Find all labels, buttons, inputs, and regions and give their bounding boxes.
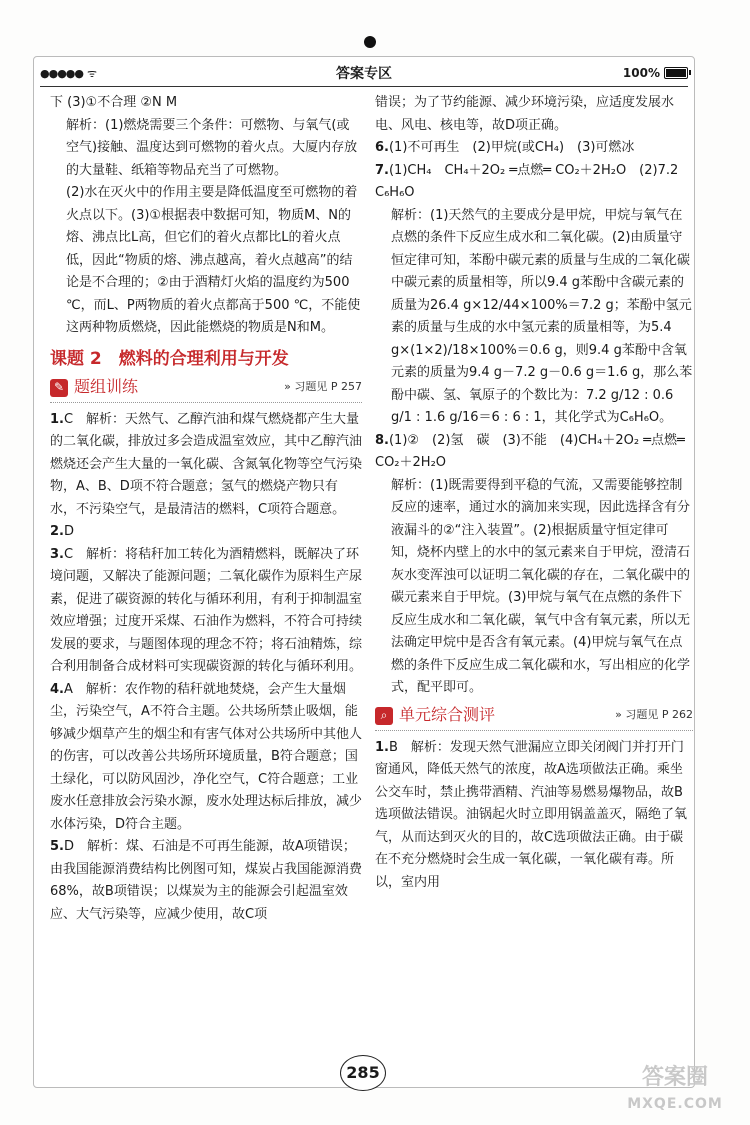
exercise-ref-link[interactable]: » 习题见 P 262: [615, 708, 693, 722]
list-item: 2.D: [50, 524, 74, 539]
subhead-title: 题组训练: [74, 377, 139, 397]
subhead-title: 单元综合测评: [399, 705, 496, 725]
text-paragraph: 解析：(1)既需要得到平稳的气流，又需要能够控制反应的速率，通过水的滴加来实现，因此选择含有分液漏斗的②“注入装置”。(2)根据质量守恒定律可知，烧杯内壁上的水中的氢元素来自于甲烷，澄清石灰水变浑浊可以证明二氧化碳的存在，二氧化碳中的碳元素来自于甲烷。(3)甲烷与氧气在点燃的条件下反应生成水和二氧化碳，氧气中含有氧元素，所以无法确定甲烷中是否含有氧元素。(4)甲烷与氧气在点燃的条件下反应生成二氧化碳和水，写出相应的化学式，配平即可。: [391, 477, 691, 695]
status-bar: [40, 62, 688, 84]
list-item: 6.(1)不可再生 (2)甲烷(或CH₄) (3)可燃冰: [375, 140, 635, 155]
pencil-icon: ✎: [50, 379, 68, 397]
list-item: 4.A 解析：农作物的秸秆就地焚烧，会产生大量烟尘，污染空气，A不符合主题。公共场所禁止吸烟，能够减少烟草产生的烟尘和有害气体对公共场所中其他人的伤害，可以改善公共场所环境质量，B符合题意；国土绿化，可以防风固沙，净化空气，C符合题意；工业废水任意排放会污染水源，废水处理达标后排放，减少水体污染，D符合主题。: [50, 681, 363, 832]
app-title: 答案专区: [336, 66, 392, 82]
camera-dot: [364, 36, 376, 48]
right-column: [375, 92, 693, 894]
magnifier-icon: ⌕: [375, 707, 393, 725]
subhead-exercises: [50, 374, 362, 403]
list-item: 1.B 解析：发现天然气泄漏应立即关闭阀门并打开门窗通风，降低天然气的浓度，故A选项做法正确。乘坐公交车时，禁止携带酒精、汽油等易燃易爆物品，故B选项做法错误。油锅起火时立即用锅盖盖灭，隔绝了氧气，从而达到灭火的目的，故C选项做法正确。由于碳在不充分燃烧时会生成一氧化碳，一氧化碳有毒。所以，室内用: [375, 739, 688, 890]
text-paragraph: (2)水在灭火中的作用主要是降低温度至可燃物的着火点以下。(3)①根据表中数据可知，物质M、N的熔、沸点比L高，但它们的着火点都比L的着火点低，因此“物质的熔、沸点越高，着火点越高”的结论是不合理的；②由于酒精灯火焰的温度约为500 ℃，而L、P两物质的着火点都高于500 ℃，不能使这两种物质燃烧，因此能燃烧的物质是N和M。: [66, 185, 361, 335]
list-item: 8.(1)② (2)氢 碳 (3)不能 (4)CH₄＋2O₂ ═点燃═ CO₂＋2H₂O: [375, 432, 685, 470]
text-paragraph: 解析：(1)天然气的主要成分是甲烷，甲烷与氧气在点燃的条件下反应生成水和二氧化碳。(2)由质量守恒定律可知，苯酚中碳元素的质量与生成的二氧化碳中碳元素的质量相等，所以9.4 g苯酚中含碳元素的质量为26.4 g×12/44×100%＝7.2 g；苯酚中氢元素的质量与生成的水中氢元素的质量相等，为5.4 g×(1×2)/18×100%＝0.6 g，则9.4 g苯酚中含氧元素的质量为9.4 g－7.2 g－0.6 g＝1.6 g，那么苯酚中碳、氢、氧原子的个数比为：7.2 g/12 : 0.6 g/1 : 1.6 g/16＝6 : 6 : 1，其化学式为C₆H₆O。: [391, 207, 693, 425]
section-title: 课题 2 燃料的合理利用与开发: [50, 348, 289, 369]
battery-icon: [664, 67, 688, 79]
text-paragraph: 错误；为了节约能源、减少环境污染，应适度发展水电、风电、核电等，故D项正确。: [375, 95, 675, 133]
text-paragraph: 解析：(1)燃烧需要三个条件：可燃物、与氧气(或空气)接触、温度达到可燃物的着火点。大厦内存放的大量鞋、纸箱等物品充当了可燃物。: [66, 117, 358, 178]
signal-icon: ●●●●●: [40, 66, 83, 80]
exercise-ref-link[interactable]: » 习题见 P 257: [284, 380, 362, 394]
text-line: 下 (3)①不合理 ②N M: [50, 95, 178, 110]
subhead-unit-test: [375, 702, 693, 731]
watermark-logo: 答案圈 MXQE.COM: [627, 1065, 723, 1112]
header-divider: [40, 86, 688, 87]
list-item: 1.C 解析：天然气、乙醇汽油和煤气燃烧都产生大量的二氧化碳，排放过多会造成温室效应，其中乙醇汽油燃烧还会产生大量的一氧化碳、含氮氧化物等空气污染物，A、B、D项不符合题意；氢气的燃烧产物只有水，不污染空气，是最清洁的燃料，C项符合题意。: [50, 411, 363, 517]
page-number: 285: [340, 1055, 386, 1091]
wifi-icon: ᯤ: [87, 66, 98, 80]
battery-percent: 100%: [622, 66, 660, 80]
list-item: 7.(1)CH₄ CH₄＋2O₂ ═点燃═ CO₂＋2H₂O (2)7.2 C₆H₆O: [375, 162, 679, 200]
list-item: 5.D 解析：煤、石油是不可再生能源，故A项错误；由我国能源消费结构比例图可知，煤炭占我国能源消费68%，故B项错误；以煤炭为主的能源会引起温室效应、大气污染等，应减少使用，故C项: [50, 839, 363, 922]
list-item: 3.C 解析：将秸秆加工转化为酒精燃料，既解决了环境问题，又解决了能源问题；二氧化碳作为原料生产尿素，促进了碳资源的转化与循环利用，有利于抑制温室效应增强；过度开采煤、石油作为燃料，不符合可持续发展的要求，与题图体现的理念不符；将石油精炼，综合利用制备合成材料可实现碳资源的转化与循环利用。: [50, 546, 363, 674]
left-column: [50, 92, 362, 926]
